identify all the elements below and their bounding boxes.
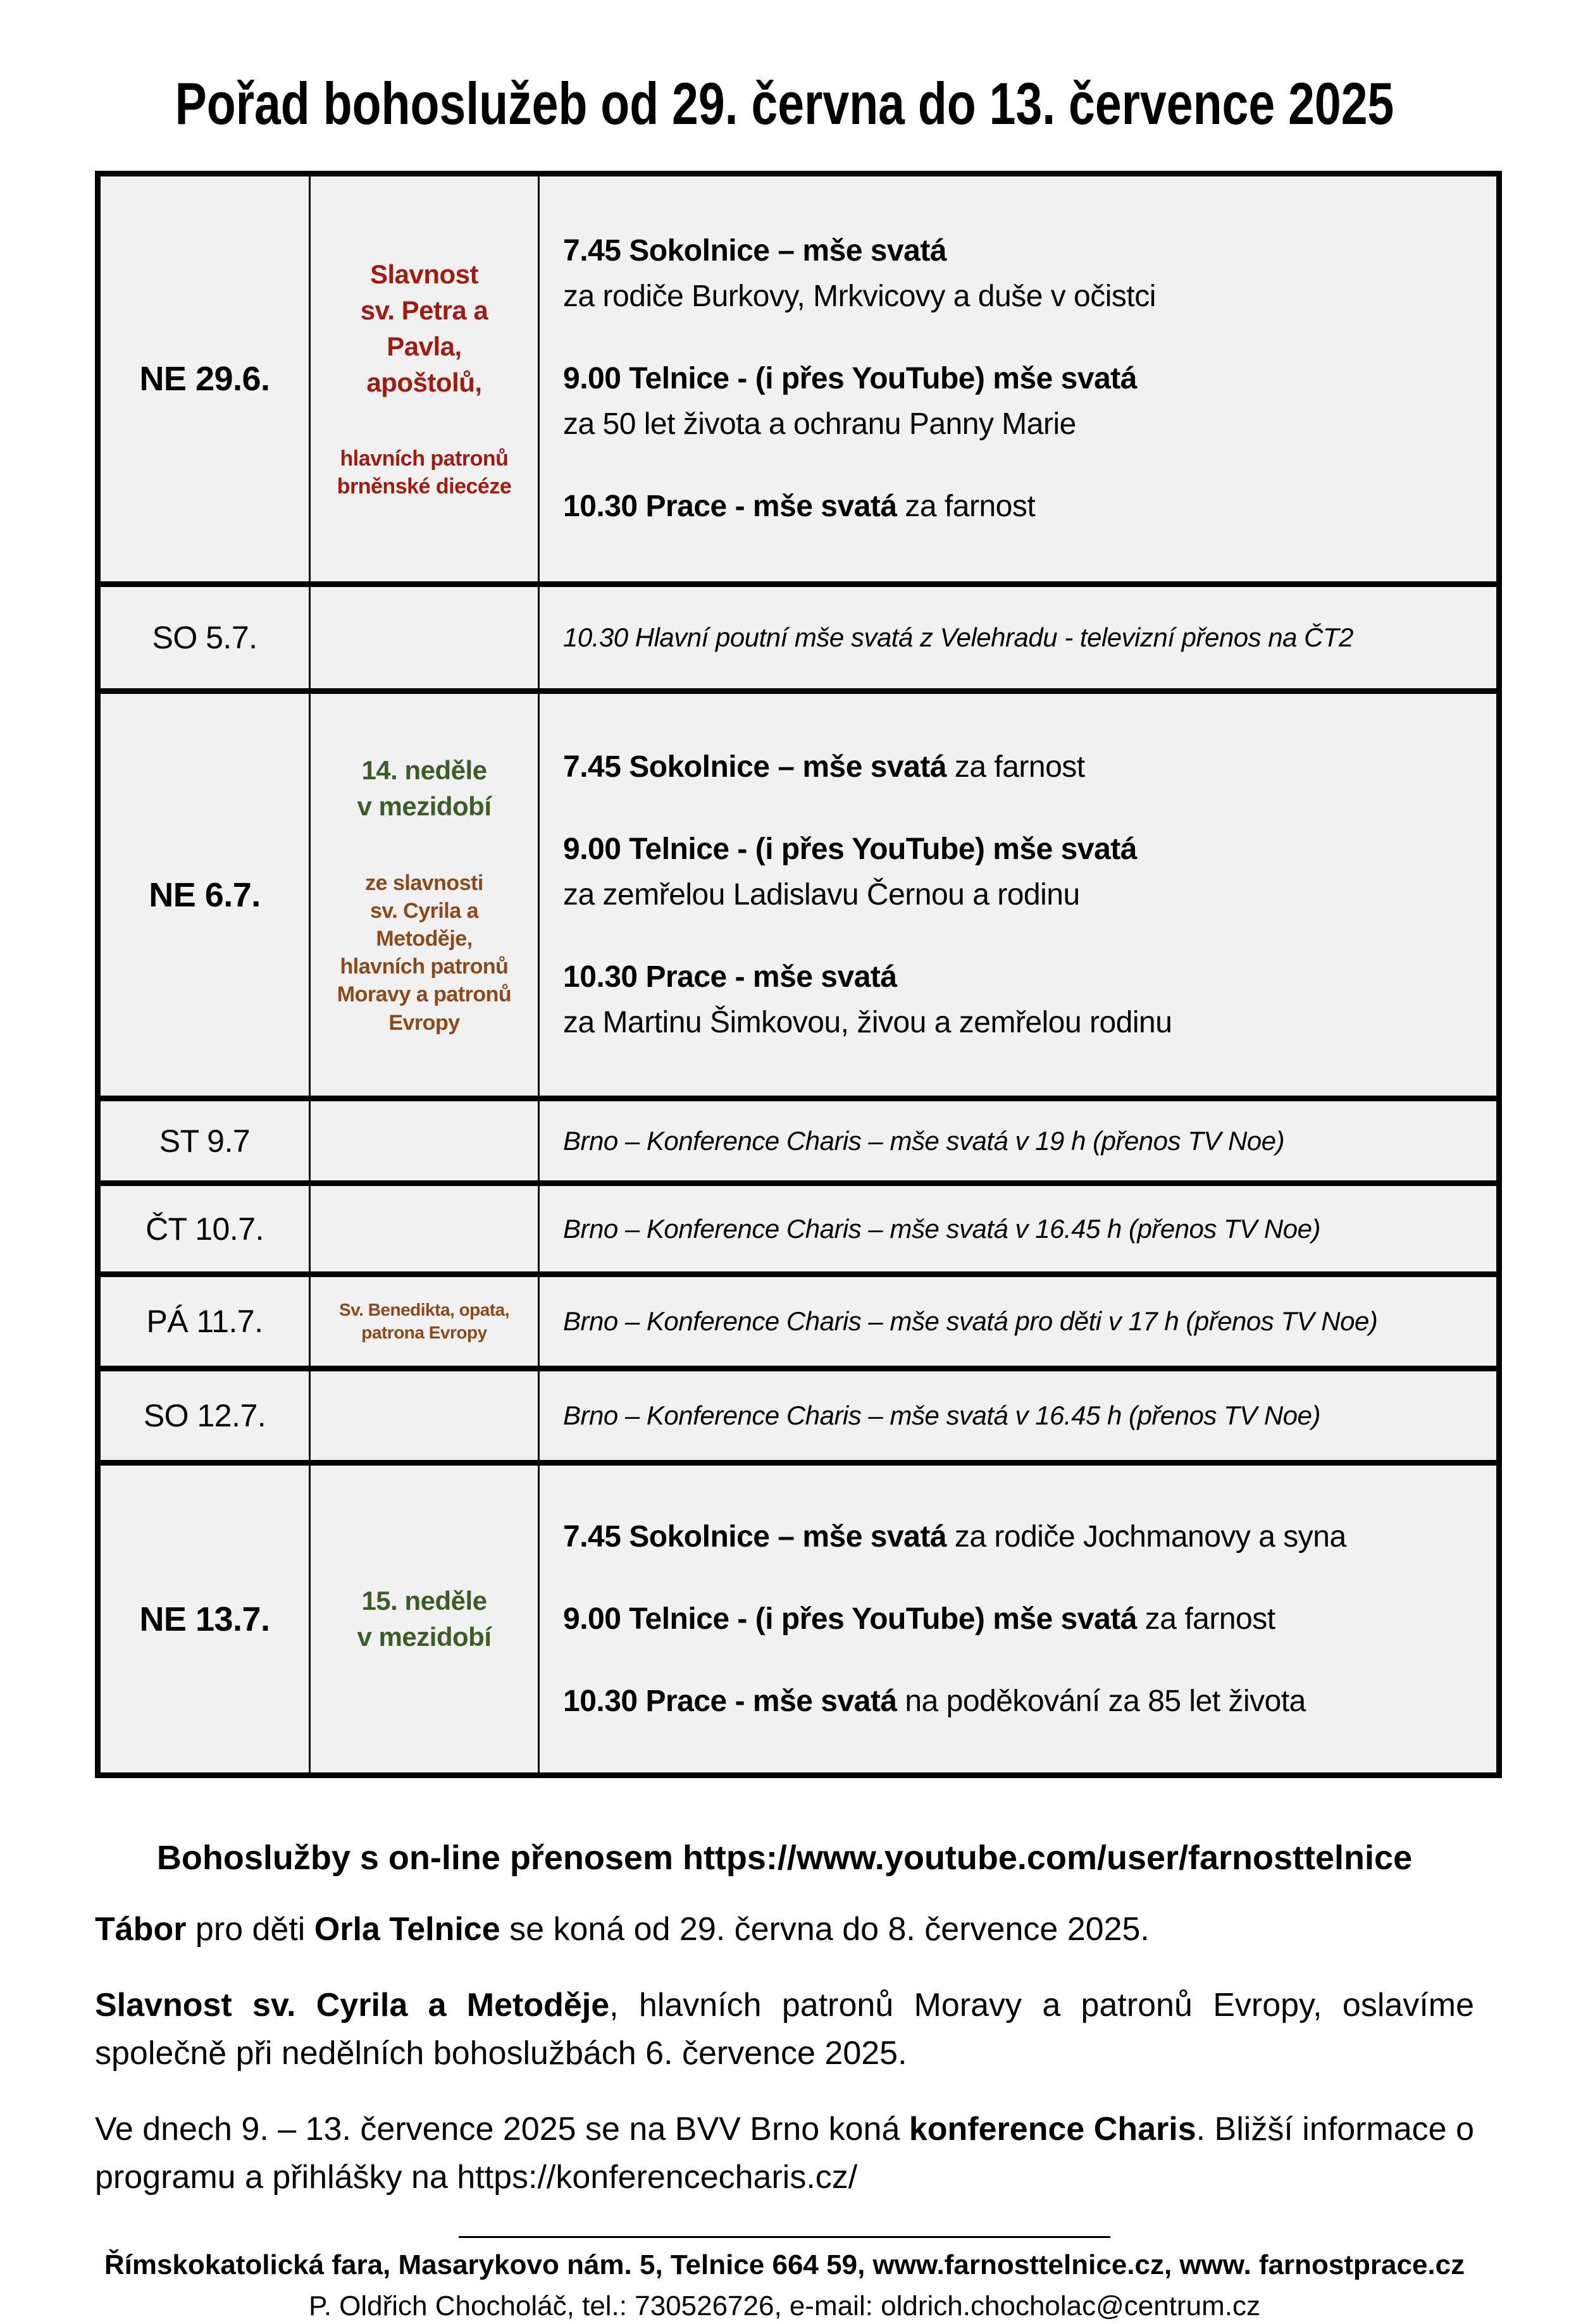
broadcast-note: Brno – Konference Charis – mše svatá pro děti v 17 h (přenos TV Noe): [563, 1306, 1378, 1336]
feast-line: Slavnost: [369, 259, 479, 290]
date-label: SO 5.7.: [152, 620, 257, 655]
mass-intention: za farnost: [1136, 1602, 1275, 1636]
mass-time: 7.45 Sokolnice – mše svatá: [563, 750, 947, 784]
schedule-cell: [539, 584, 1499, 691]
date-cell: [98, 584, 310, 691]
mass-time: 7.45 Sokolnice – mše svatá: [563, 1519, 947, 1554]
schedule-cell: [539, 691, 1499, 1099]
table-row: [98, 691, 1499, 1099]
mass-time: 10.30 Prace - mše svatá: [563, 490, 897, 523]
mass-intention: za 50 let života a ochranu Panny Marie: [563, 407, 1076, 441]
broadcast-note: 10.30 Hlavní poutní mše svatá z Velehradu - televizní přenos na ČT2: [563, 622, 1353, 652]
page-title: Pořad bohoslužeb od 29. června do 13. července 2025: [175, 70, 1394, 137]
date-cell: [98, 1463, 310, 1776]
feast-cell: [310, 584, 539, 691]
feast-sub-line: brněnské diecéze: [337, 474, 512, 499]
camp-bold: Tábor: [95, 1911, 187, 1948]
mass-line: [563, 274, 1480, 319]
mass-intention: na poděkování za 85 let života: [896, 1684, 1306, 1718]
feast-sub-line: Moravy a patronů: [337, 982, 512, 1007]
mass-line: [563, 484, 1480, 529]
conference-text: . Bližší informace o programu a přihlášky na https://konferencecharis.cz/: [95, 2111, 1474, 2196]
mass-line: [563, 745, 1480, 790]
feast-title: [320, 257, 528, 400]
mass-line: [563, 1000, 1480, 1046]
date-label: NE 29.6.: [139, 360, 270, 398]
feast-cell: [310, 1369, 539, 1463]
schedule-cell: [539, 1099, 1499, 1184]
feast-sub-line: sv. Cyrila a Metoděje,: [369, 898, 479, 951]
camp-org-bold: Orla Telnice: [314, 1911, 500, 1948]
feast-bold: Slavnost sv. Cyrila a Metoděje: [95, 1987, 610, 2024]
feast-cell: [310, 1099, 539, 1184]
broadcast-note: Brno – Konference Charis – mše svatá v 16.45 h (přenos TV Noe): [563, 1213, 1320, 1244]
mass-intention: za rodiče Burkovy, Mrkvicovy a duše v očistci: [563, 280, 1156, 313]
online-broadcast-note: Bohoslužby s on-line přenosem https://www.youtube.com/user/farnosttelnice: [156, 1839, 1413, 1877]
mass-line: [563, 1679, 1480, 1724]
broadcast-note: Brno – Konference Charis – mše svatá v 19 h (přenos TV Noe): [563, 1125, 1285, 1156]
feast-title: [320, 753, 528, 824]
date-cell: [98, 1099, 310, 1184]
mass-line: [563, 356, 1480, 402]
date-label: SO 12.7.: [143, 1398, 266, 1433]
feast-sub-line: hlavních patronů: [340, 447, 509, 471]
mass-time: 9.00 Telnice - (i přes YouTube) mše svatá: [563, 832, 1137, 866]
mass-intention: za farnost: [896, 490, 1036, 523]
date-label: NE 6.7.: [149, 875, 261, 914]
mass-schedule: [549, 732, 1487, 1058]
table-row: [98, 1463, 1499, 1776]
feast-paragraph: [95, 1982, 1474, 2077]
feast-subtitle: [320, 1299, 528, 1345]
feast-line: apoštolů,: [366, 367, 482, 397]
feast-sub-line: patrona Evropy: [361, 1323, 487, 1342]
mass-line: [563, 955, 1480, 1000]
table-row: [98, 1099, 1499, 1184]
table-row: [98, 584, 1499, 691]
mass-line: [563, 228, 1480, 274]
page-footer: [0, 2236, 1569, 2324]
schedule-cell: [539, 174, 1499, 584]
date-cell: [98, 1184, 310, 1275]
mass-group: [563, 228, 1480, 319]
footer-divider: [459, 2236, 1110, 2238]
date-cell: [98, 691, 310, 1099]
parish-address: Římskokatolická fara, Masarykovo nám. 5, Telnice 664 59, www.farnosttelnice.cz, www. farnostprace.cz: [104, 2249, 1465, 2280]
feast-line: 15. neděle: [361, 1585, 487, 1616]
feast-title: [320, 1583, 528, 1655]
mass-line: [563, 1597, 1480, 1642]
schedule-cell: [539, 1184, 1499, 1275]
parish-contact: P. Oldřich Chocholáč, tel.: 730526726, e-mail: oldrich.chocholac@centrum.cz: [309, 2290, 1260, 2322]
feast-cell: [310, 691, 539, 1099]
conference-paragraph: [95, 2106, 1474, 2201]
mass-intention: za Martinu Šimkovou, živou a zemřelou rodinu: [563, 1005, 1172, 1039]
conference-text: Ve dnech 9. – 13. července 2025 se na BVV Brno koná: [95, 2111, 909, 2148]
conference-bold: konference Charis: [909, 2111, 1196, 2148]
mass-line: [563, 1514, 1480, 1560]
mass-time: 10.30 Prace - mše svatá: [563, 1684, 897, 1718]
mass-time: 10.30 Prace - mše svatá: [563, 960, 897, 994]
feast-sub-line: Evropy: [388, 1010, 460, 1035]
feast-line: 14. neděle: [361, 755, 487, 786]
camp-paragraph: [95, 1906, 1474, 1953]
date-label: ČT 10.7.: [146, 1211, 264, 1247]
mass-time: 9.00 Telnice - (i přes YouTube) mše svatá: [563, 1602, 1137, 1636]
mass-group: [563, 356, 1480, 447]
feast-cell: [310, 174, 539, 584]
document-page: [0, 70, 1569, 2322]
table-row: [98, 1369, 1499, 1463]
feast-cell: [310, 1184, 539, 1275]
date-label: NE 13.7.: [139, 1600, 270, 1638]
table-row: [98, 1275, 1499, 1369]
schedule-cell: [539, 1275, 1499, 1369]
mass-time: 7.45 Sokolnice – mše svatá: [563, 234, 947, 268]
feast-sub-line: ze slavnosti: [365, 870, 483, 895]
feast-subtitle: [320, 869, 528, 1037]
feast-subtitle: [320, 445, 528, 500]
feast-cell: [310, 1275, 539, 1369]
table-row: [98, 174, 1499, 584]
date-label: PÁ 11.7.: [146, 1304, 263, 1339]
schedule-table: [95, 171, 1502, 1778]
mass-line: [563, 827, 1480, 872]
mass-group: [563, 1514, 1480, 1560]
mass-group: [563, 827, 1480, 918]
feast-line: v mezidobí: [357, 791, 492, 821]
mass-schedule: [549, 216, 1487, 542]
mass-intention: za rodiče Jochmanovy a syna: [946, 1519, 1346, 1554]
date-cell: [98, 1275, 310, 1369]
feast-sub-line: hlavních patronů: [340, 955, 509, 979]
mass-group: [563, 484, 1480, 529]
feast-text: , hlavních patronů Moravy a patronů Evropy, oslavíme společně při nedělních bohoslužbách 6. července 2025.: [95, 1987, 1474, 2072]
camp-text: se koná od 29. června do 8. července 2025.: [500, 1911, 1150, 1948]
schedule-cell: [539, 1463, 1499, 1776]
broadcast-note: Brno – Konference Charis – mše svatá v 16.45 h (přenos TV Noe): [563, 1400, 1320, 1430]
table-row: [98, 1184, 1499, 1275]
feast-line: sv. Petra a Pavla,: [360, 295, 488, 361]
feast-sub-line: Sv. Benedikta, opata,: [338, 1299, 510, 1320]
date-cell: [98, 174, 310, 584]
mass-line: [563, 872, 1480, 918]
date-label: ST 9.7: [159, 1123, 251, 1159]
mass-group: [563, 1679, 1480, 1724]
date-cell: [98, 1369, 310, 1463]
mass-line: [563, 402, 1480, 447]
mass-group: [563, 955, 1480, 1046]
feast-line: v mezidobí: [357, 1621, 492, 1652]
mass-intention: za zemřelou Ladislavu Černou a rodinu: [563, 877, 1080, 912]
feast-cell: [310, 1463, 539, 1776]
mass-intention: za farnost: [946, 750, 1085, 784]
schedule-cell: [539, 1369, 1499, 1463]
mass-time: 9.00 Telnice - (i přes YouTube) mše svatá: [563, 362, 1137, 395]
camp-text: pro děti: [186, 1911, 314, 1948]
mass-schedule: [549, 1502, 1487, 1737]
mass-group: [563, 745, 1480, 790]
mass-group: [563, 1597, 1480, 1642]
